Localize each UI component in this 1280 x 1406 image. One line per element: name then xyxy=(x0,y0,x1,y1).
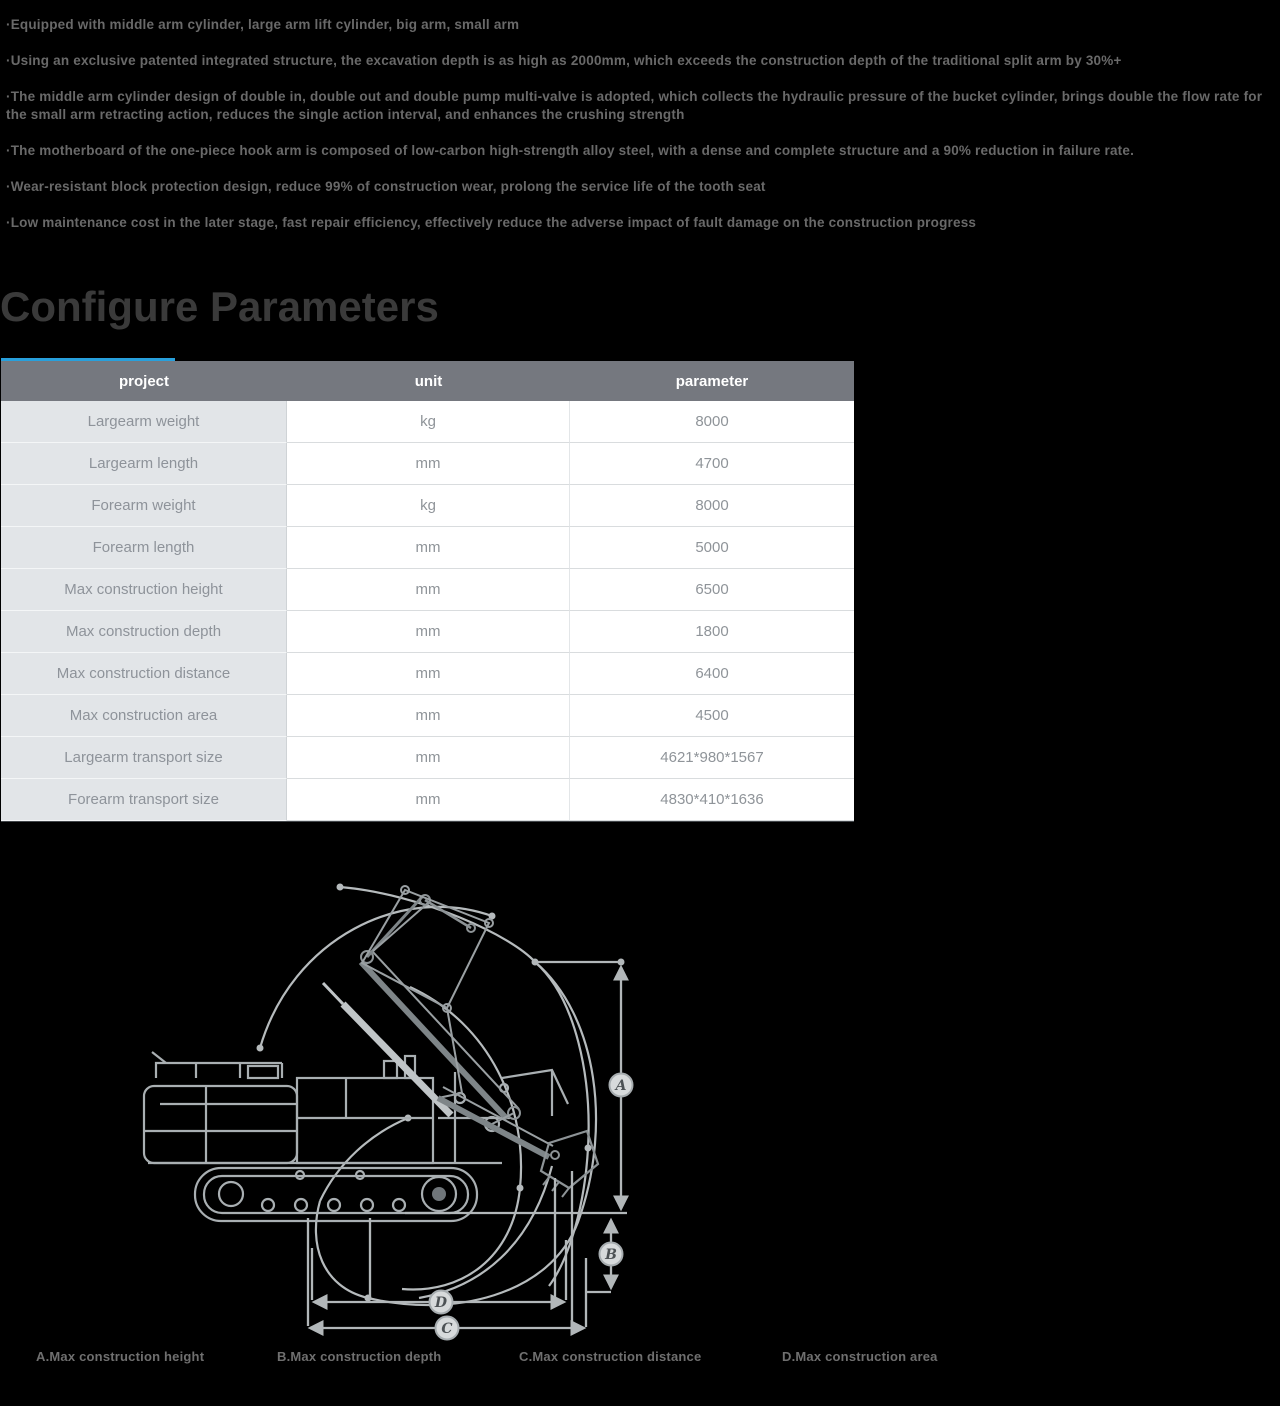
feature-item: ·Equipped with middle arm cylinder, large arm lift cylinder, big arm, small arm xyxy=(6,17,520,32)
feature-item: ·The middle arm cylinder design of double in, double out and double pump multi-valve is adopted, which collects the hydraulic pressure of the bucket cylinder, brings double the flow rate for the small arm retracting action, reduces the single action interval, and enhances the crushing strength xyxy=(6,89,1263,122)
value-cell: 4621*980*1567 xyxy=(570,737,854,779)
param-name-cell: Largearm length xyxy=(1,443,287,485)
value-cell: 4700 xyxy=(570,443,854,485)
header-parameter: parameter xyxy=(570,361,854,401)
marker-d xyxy=(430,1291,453,1314)
param-name-cell: Max construction distance xyxy=(1,653,287,695)
value-cell: 5000 xyxy=(570,527,854,569)
table-row xyxy=(1,737,854,779)
value-cell: 6400 xyxy=(570,653,854,695)
features-list xyxy=(6,16,1270,250)
marker-a xyxy=(610,1074,633,1097)
header-project: project xyxy=(1,361,287,401)
param-name-cell: Forearm transport size xyxy=(1,779,287,821)
param-name-cell: Max construction area xyxy=(1,695,287,737)
unit-cell: mm xyxy=(287,527,570,569)
value-cell: 6500 xyxy=(570,569,854,611)
feature-item: ·Using an exclusive patented integrated structure, the excavation depth is as high as 2000mm, which exceeds the construction depth of the traditional split arm by 30%+ xyxy=(6,53,1122,68)
unit-cell: mm xyxy=(287,653,570,695)
page-title: Configure Parameters xyxy=(0,283,439,330)
parameters-table xyxy=(1,361,854,822)
unit-cell: mm xyxy=(287,569,570,611)
marker-b xyxy=(600,1243,623,1266)
unit-cell: kg xyxy=(287,401,570,443)
legend-max-construction-depth: B.Max construction depth xyxy=(277,1349,442,1364)
boom-arm-bucket xyxy=(323,886,598,1197)
feature-item: ·The motherboard of the one-piece hook arm is composed of low-carbon high-strength alloy steel, with a dense and complete structure and a 90% reduction in failure rate. xyxy=(6,142,1135,158)
table-header-row xyxy=(1,361,854,401)
unit-cell: mm xyxy=(287,611,570,653)
table-row xyxy=(1,695,854,737)
value-cell: 8000 xyxy=(570,485,854,527)
table-row xyxy=(1,569,854,611)
param-name-cell: Largearm weight xyxy=(1,401,287,443)
param-name-cell: Forearm weight xyxy=(1,485,287,527)
unit-cell: mm xyxy=(287,779,570,821)
param-name-cell: Largearm transport size xyxy=(1,737,287,779)
param-name-cell: Max construction height xyxy=(1,569,287,611)
unit-cell: mm xyxy=(287,737,570,779)
legend-max-construction-distance: C.Max construction distance xyxy=(519,1349,702,1364)
header-unit: unit xyxy=(287,361,570,401)
feature-item: ·Low maintenance cost in the later stage, fast repair efficiency, effectively reduce the adverse impact of fault damage on the construction progress xyxy=(6,214,977,230)
value-cell: 4500 xyxy=(570,695,854,737)
param-name-cell: Forearm length xyxy=(1,527,287,569)
table-row xyxy=(1,485,854,527)
parameters-table-container xyxy=(1,358,854,822)
table-row xyxy=(1,443,854,485)
param-name-cell: Max construction depth xyxy=(1,611,287,653)
table-row xyxy=(1,779,854,821)
table-row xyxy=(1,611,854,653)
unit-cell: mm xyxy=(287,443,570,485)
unit-cell: mm xyxy=(287,695,570,737)
value-cell: 4830*410*1636 xyxy=(570,779,854,821)
svg-text:D: D xyxy=(434,1295,448,1311)
table-row xyxy=(1,653,854,695)
table-row xyxy=(1,401,854,443)
value-cell: 8000 xyxy=(570,401,854,443)
marker-c xyxy=(436,1317,459,1340)
unit-cell: kg xyxy=(287,485,570,527)
value-cell: 1800 xyxy=(570,611,854,653)
legend-max-construction-height: A.Max construction height xyxy=(36,1349,205,1364)
excavator-working-range-diagram xyxy=(100,866,680,1356)
svg-text:A: A xyxy=(615,1078,627,1094)
svg-text:B: B xyxy=(605,1247,617,1263)
dimension-markers xyxy=(430,1074,633,1340)
feature-item: ·Wear-resistant block protection design, reduce 99% of construction wear, prolong the service life of the tooth seat xyxy=(6,178,766,194)
svg-text:C: C xyxy=(441,1321,453,1337)
table-row xyxy=(1,527,854,569)
legend-max-construction-area: D.Max construction area xyxy=(782,1349,938,1364)
